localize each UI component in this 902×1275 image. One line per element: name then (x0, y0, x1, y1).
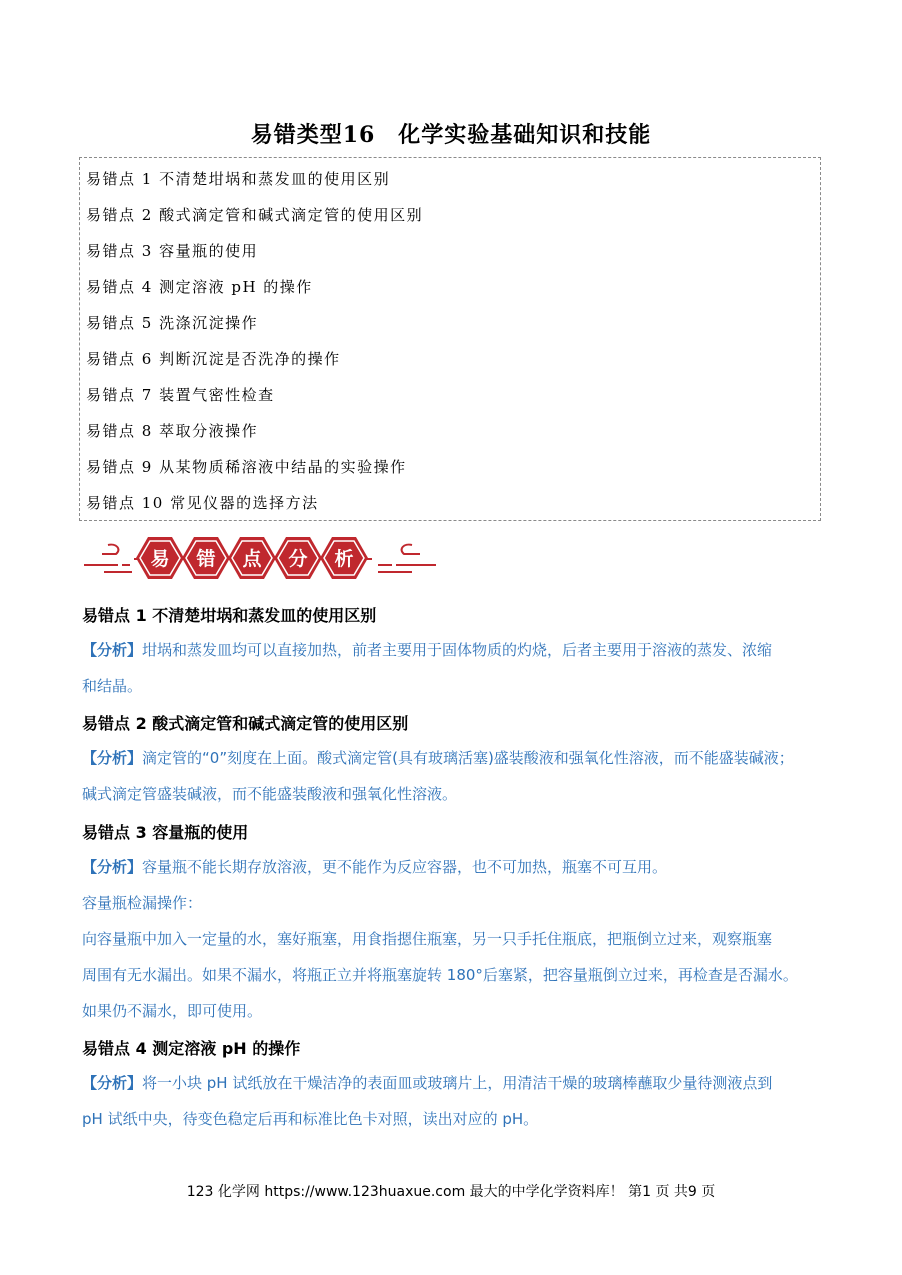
page-title: 易错类型16 化学实验基础知识和技能 (250, 122, 652, 148)
toc-item: 易错点 8 萃取分液操作 (86, 422, 259, 440)
analysis-text-3e: 如果仍不漏水，即可使用。 (82, 1002, 263, 1020)
analysis-text-1: 【分析】坩埚和蒸发皿均可以直接加热，前者主要用于固体物质的灼烧，后者主要用于溶液的蒸发、浓缩 (82, 641, 773, 659)
toc-item: 易错点 3 容量瓶的使用 (86, 242, 259, 260)
toc-item: 易错点 10 常见仪器的选择方法 (86, 494, 319, 512)
right-ornament-icon (378, 545, 436, 572)
toc-item: 易错点 9 从某物质稀溶液中结晶的实验操作 (86, 458, 407, 476)
toc-item: 易错点 1 不清楚坩埚和蒸发皿的使用区别 (86, 170, 391, 188)
analysis-text-2b: 碱式滴定管盛装碱液，而不能盛装酸液和强氧化性溶液。 (82, 785, 458, 803)
left-ornament-icon (84, 545, 132, 572)
analysis-text-1b: 和结晶。 (82, 677, 143, 695)
banner-char: 易 (150, 548, 170, 570)
banner-char: 分 (288, 548, 308, 570)
analysis-text-4b: pH 试纸中央，待变色稳定后再和标准比色卡对照，读出对应的 pH。 (82, 1110, 539, 1128)
toc-item: 易错点 7 装置气密性检查 (86, 386, 275, 404)
toc-box (79, 157, 821, 521)
section-title-1: 易错点 1 不清楚坩埚和蒸发皿的使用区别 (82, 606, 377, 625)
analysis-tag: 【分析】 (82, 749, 143, 767)
banner-char: 析 (334, 548, 354, 570)
analysis-text-4: 【分析】将一小块 pH 试纸放在干燥洁净的表面皿或玻璃片上，用清洁干燥的玻璃棒蘸取少量待测液点到 (82, 1074, 773, 1092)
section-banner (82, 532, 442, 582)
toc-item: 易错点 4 测定溶液 pH 的操作 (86, 278, 313, 296)
section-title-2: 易错点 2 酸式滴定管和碱式滴定管的使用区别 (82, 714, 409, 733)
analysis-text-3: 【分析】容量瓶不能长期存放溶液，更不能作为反应容器，也不可加热，瓶塞不可互用。 (82, 858, 668, 876)
page-footer: 123 化学网 https://www.123huaxue.com 最大的中学化学资料库！ 第1 页 共9 页 (186, 1184, 716, 1200)
toc-item: 易错点 6 判断沉淀是否洗净的操作 (86, 350, 341, 368)
banner-char: 点 (242, 548, 262, 570)
section-title-3: 易错点 3 容量瓶的使用 (82, 823, 249, 842)
analysis-tag: 【分析】 (82, 1074, 143, 1092)
analysis-text-3d: 周围有无水漏出。如果不漏水，将瓶正立并将瓶塞旋转 180°后塞紧，把容量瓶倒立过来，再检查是否漏水。 (82, 966, 798, 984)
analysis-tag: 【分析】 (82, 641, 143, 659)
analysis-text-3b: 容量瓶检漏操作： (82, 894, 203, 912)
analysis-tag: 【分析】 (82, 858, 143, 876)
banner-char: 错 (196, 548, 216, 570)
toc-item: 易错点 2 酸式滴定管和碱式滴定管的使用区别 (86, 206, 424, 224)
toc-item: 易错点 5 洗涤沉淀操作 (86, 314, 259, 332)
analysis-text-3c: 向容量瓶中加入一定量的水，塞好瓶塞，用食指摁住瓶塞，另一只手托住瓶底，把瓶倒立过来，观察瓶塞 (82, 930, 773, 948)
section-title-4: 易错点 4 测定溶液 pH 的操作 (82, 1039, 301, 1058)
analysis-text-2: 【分析】滴定管的“0”刻度在上面。酸式滴定管(具有玻璃活塞)盛装酸液和强氧化性溶液，而不能盛装碱液； (82, 749, 794, 767)
